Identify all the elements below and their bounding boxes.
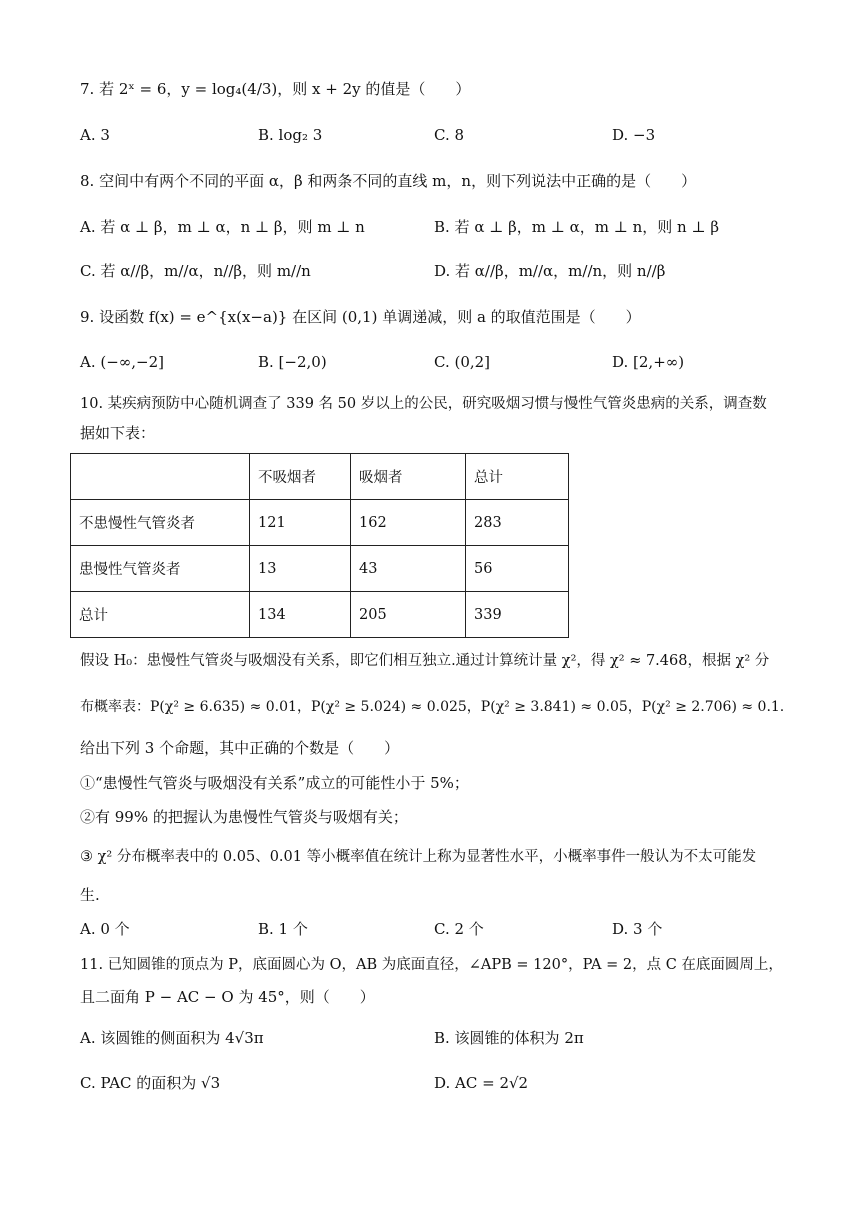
table-header-cell: 吸烟者 <box>351 454 466 500</box>
q8-option-b: B. 若 α ⊥ β，m ⊥ α，m ⊥ n，则 n ⊥ β <box>434 218 720 236</box>
table-cell: 121 <box>250 500 351 546</box>
q8-option-a: A. 若 α ⊥ β，m ⊥ α，n ⊥ β，则 m ⊥ n <box>80 218 365 236</box>
q7-option-c: C. 8 <box>434 126 465 144</box>
q9-stem: 9. 设函数 f(x) = e^{x(x−a)} 在区间 (0,1) 单调递减，则 a 的取值范围是（ ） <box>80 308 641 326</box>
q11-option-c: C. PAC 的面积为 √3 <box>80 1074 221 1092</box>
q10-hypothesis-line2: 布概率表：P(χ² ≥ 6.635) ≈ 0.01，P(χ² ≥ 5.024) ≈ 0.025，P(χ² ≥ 3.841) ≈ 0.05，P(χ² ≥ 2.706) ≈ 0.1. <box>80 699 785 715</box>
q10-proposition-2: ②有 99% 的把握认为患慢性气管炎与吸烟有关； <box>80 808 408 826</box>
table-row <box>71 500 569 546</box>
q8-option-d: D. 若 α//β，m//α，m//n，则 n//β <box>434 262 666 280</box>
table-cell: 患慢性气管炎者 <box>71 546 250 592</box>
table-cell: 43 <box>351 546 466 592</box>
q7-stem: 7. 若 2ˣ = 6，y = log₄(4/3)，则 x + 2y 的值是（ ） <box>80 80 471 98</box>
q11-stem-line2: 且二面角 P − AC − O 为 45°，则（ ） <box>80 988 375 1006</box>
q10-stem-line1: 10. 某疾病预防中心随机调查了 339 名 50 岁以上的公民，研究吸烟习惯与慢性气管炎患病的关系，调查数 <box>80 396 767 412</box>
q9-option-c: C. (0,2] <box>434 353 491 371</box>
q10-data-table <box>70 453 569 638</box>
q10-option-b: B. 1 个 <box>258 920 308 938</box>
q9-option-d: D. [2,+∞) <box>612 353 685 371</box>
q10-stem-line2: 据如下表： <box>80 424 156 442</box>
q10-option-a: A. 0 个 <box>80 920 130 938</box>
table-header-cell: 总计 <box>466 454 569 500</box>
table-cell: 13 <box>250 546 351 592</box>
table-header-cell: 不吸烟者 <box>250 454 351 500</box>
q10-option-c: C. 2 个 <box>434 920 484 938</box>
q10-proposition-3-line1: ③ χ² 分布概率表中的 0.05、0.01 等小概率值在统计上称为显著性水平，小概率事件一般认为不太可能发 <box>80 849 757 865</box>
table-header-cell <box>71 454 250 500</box>
q8-option-c: C. 若 α//β，m//α，n//β，则 m//n <box>80 262 311 280</box>
q10-question-line: 给出下列 3 个命题，其中正确的个数是（ ） <box>80 739 400 757</box>
table-cell: 339 <box>466 592 569 638</box>
q11-stem-line1: 11. 已知圆锥的顶点为 P，底面圆心为 O，AB 为底面直径，∠APB = 120°，PA = 2，点 C 在底面圆周上， <box>80 957 783 973</box>
q11-option-a: A. 该圆锥的侧面积为 4√3π <box>80 1029 264 1047</box>
table-header-row <box>71 454 569 500</box>
table-cell: 162 <box>351 500 466 546</box>
q10-hypothesis-line1: 假设 H₀：患慢性气管炎与吸烟没有关系，即它们相互独立.通过计算统计量 χ²，得 χ² ≈ 7.468，根据 χ² 分 <box>80 653 770 669</box>
table-cell: 总计 <box>71 592 250 638</box>
q7-option-d: D. −3 <box>612 126 656 144</box>
table-cell: 205 <box>351 592 466 638</box>
table-row <box>71 546 569 592</box>
table-cell: 283 <box>466 500 569 546</box>
table-cell: 134 <box>250 592 351 638</box>
table-row <box>71 592 569 638</box>
q9-option-a: A. (−∞,−2] <box>80 353 165 371</box>
q7-option-a: A. 3 <box>80 126 110 144</box>
table-cell: 不患慢性气管炎者 <box>71 500 250 546</box>
q11-option-b: B. 该圆锥的体积为 2π <box>434 1029 584 1047</box>
q8-stem: 8. 空间中有两个不同的平面 α，β 和两条不同的直线 m，n，则下列说法中正确的是（ ） <box>80 172 697 190</box>
q10-option-d: D. 3 个 <box>612 920 663 938</box>
table-cell: 56 <box>466 546 569 592</box>
q10-proposition-3-line2: 生. <box>80 886 100 904</box>
q7-option-b: B. log₂ 3 <box>258 126 323 144</box>
q11-option-d: D. AC = 2√2 <box>434 1074 529 1092</box>
q9-option-b: B. [−2,0) <box>258 353 327 371</box>
q10-proposition-1: ①“患慢性气管炎与吸烟没有关系”成立的可能性小于 5%； <box>80 774 469 792</box>
